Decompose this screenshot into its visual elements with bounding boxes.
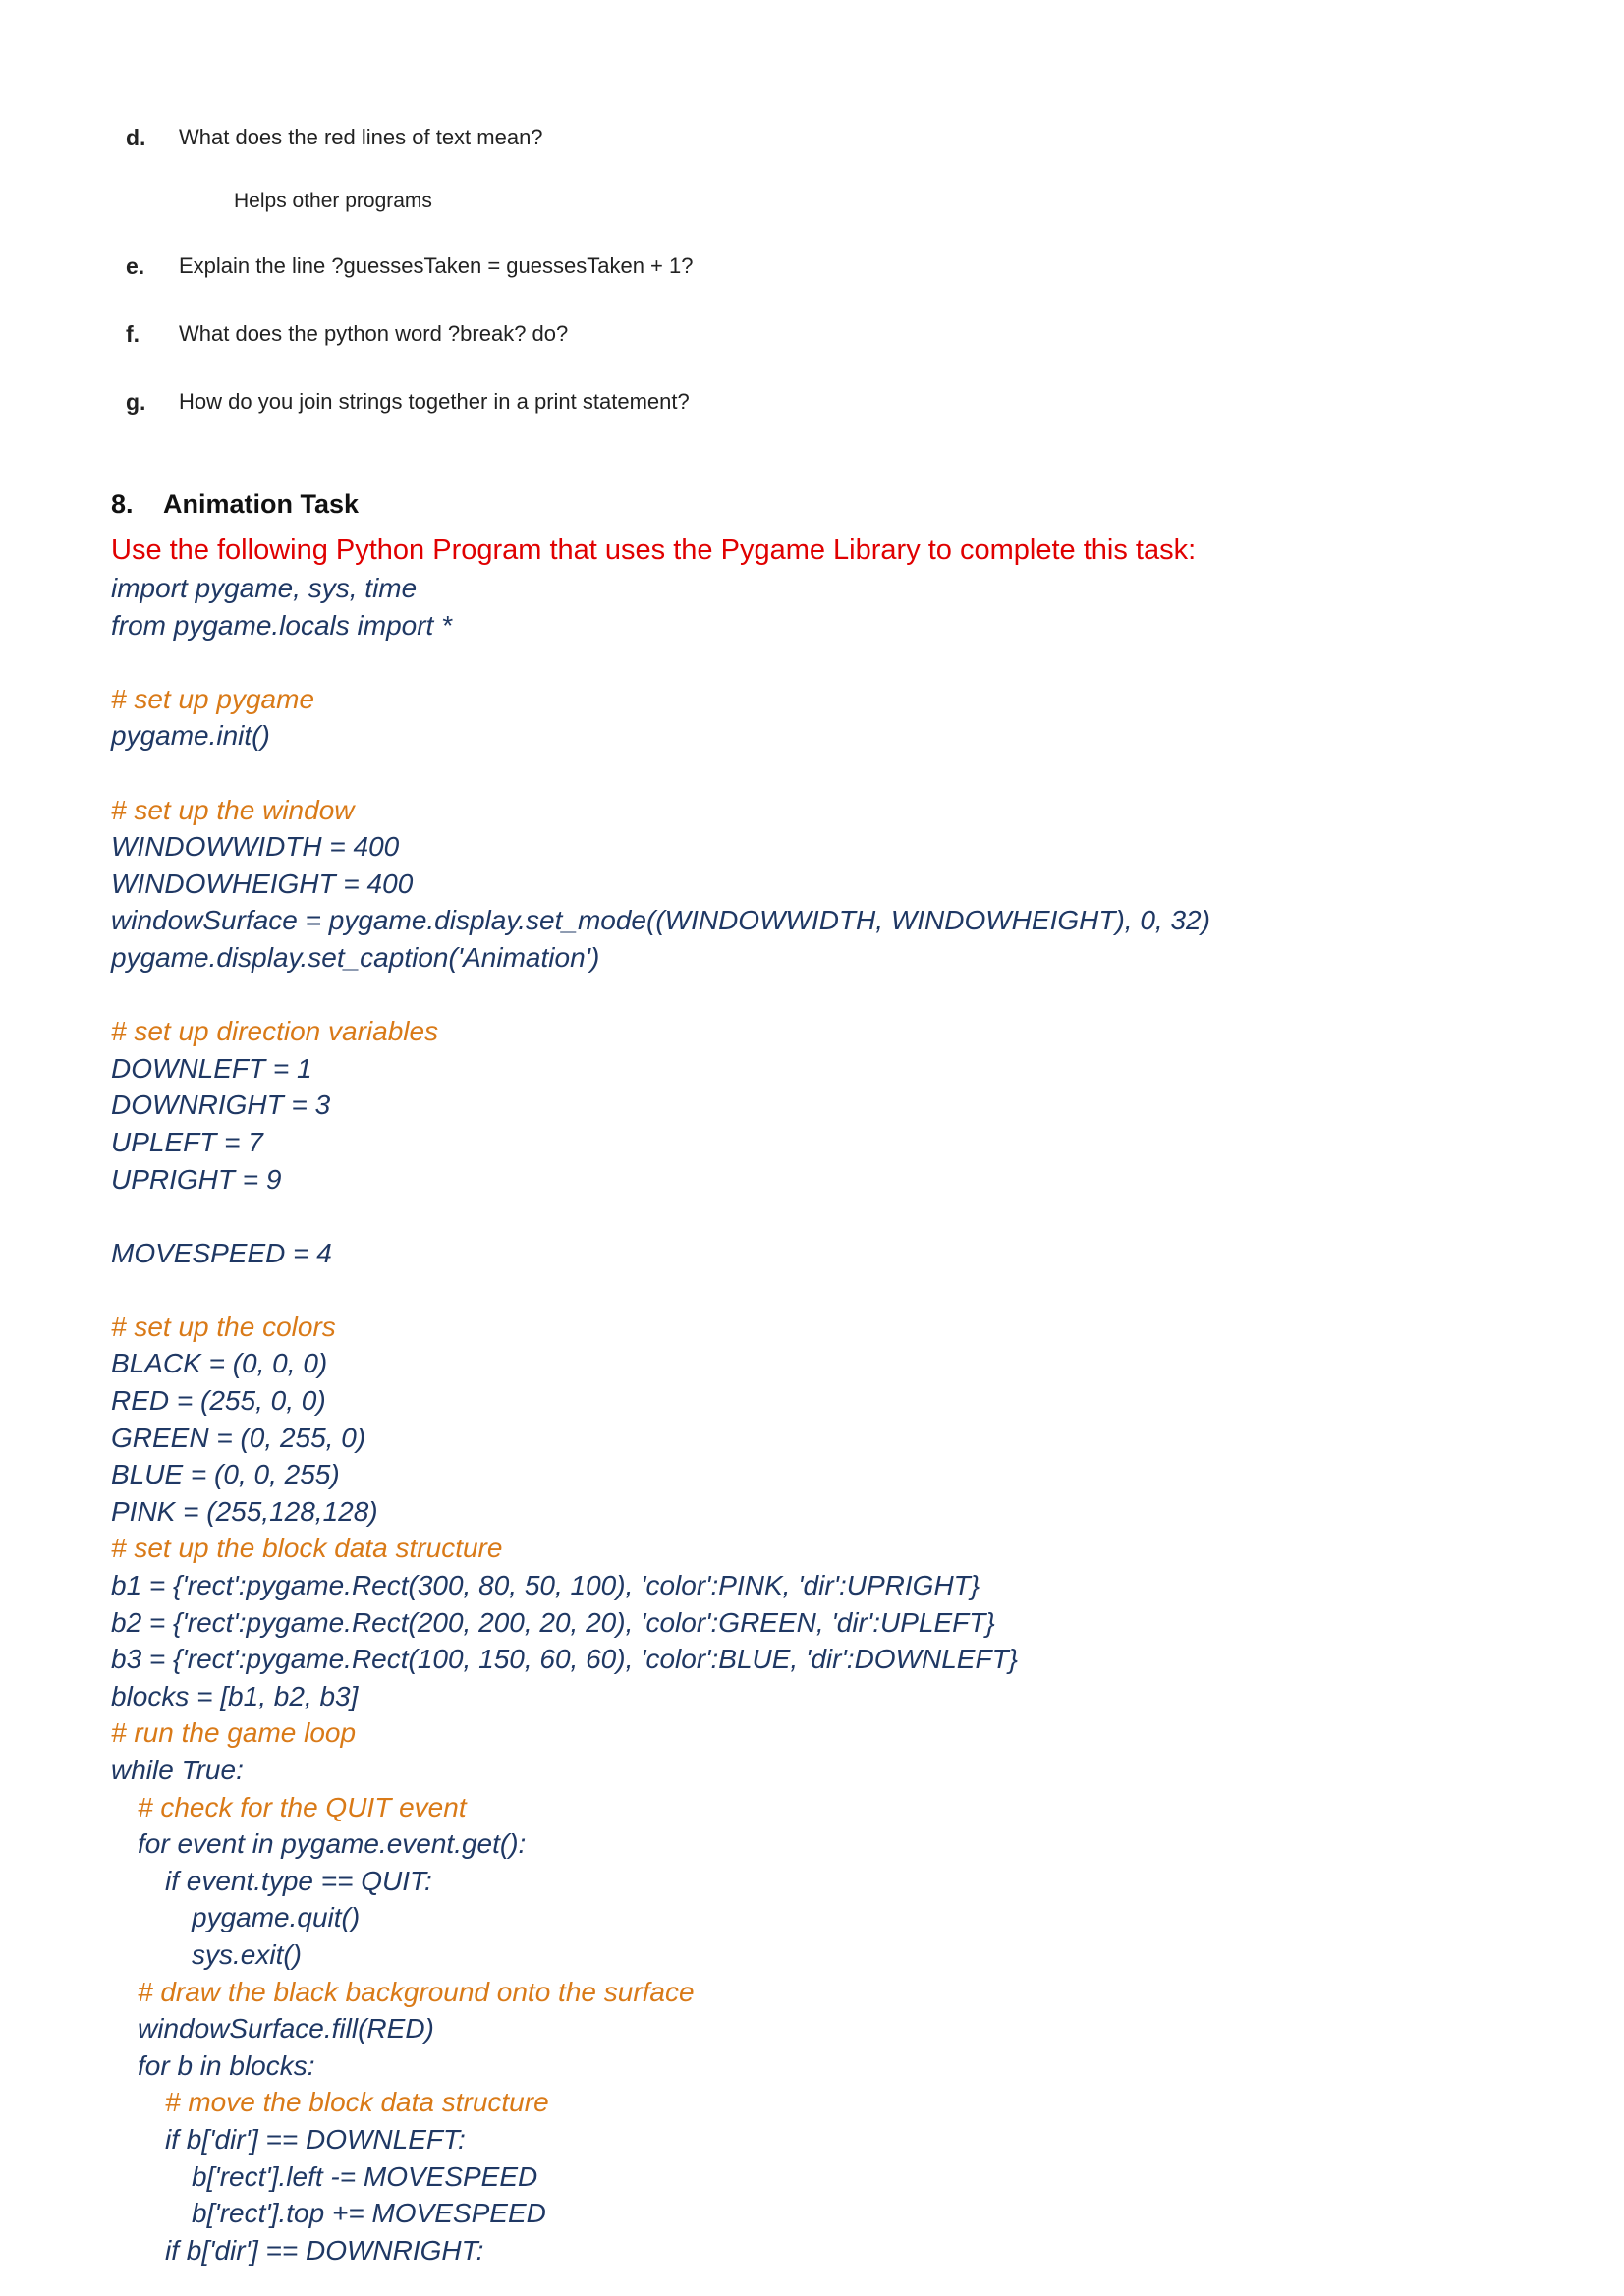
code-line: pygame.quit() — [192, 1902, 361, 1933]
code-comment: # draw the black background onto the surface — [138, 1976, 695, 2007]
code-line: MOVESPEED = 4 — [111, 1237, 332, 1268]
question-text: What does the red lines of text mean? — [179, 125, 543, 149]
code-line: BLACK = (0, 0, 0) — [111, 1348, 328, 1379]
code-line — [111, 1198, 1210, 1235]
code-line: if event.type == QUIT: — [165, 1865, 432, 1896]
code-line: windowSurface = pygame.display.set_mode((WINDOWWIDTH, WINDOWHEIGHT), 0, 32) — [111, 905, 1210, 936]
question-text: Explain the line ?guessesTaken = guessesTaken + 1? — [179, 253, 694, 278]
section-title: Animation Task — [163, 489, 360, 519]
code-listing — [111, 570, 1210, 2268]
code-comment: # set up the colors — [111, 1311, 336, 1342]
code-line: while True: — [111, 1755, 244, 1785]
code-comment: # move the block data structure — [165, 2087, 549, 2118]
code-line: WINDOWWIDTH = 400 — [111, 831, 400, 863]
code-line: GREEN = (0, 255, 0) — [111, 1422, 366, 1453]
code-line: if b['dir'] == DOWNRIGHT: — [165, 2234, 484, 2266]
code-comment: # check for the QUIT event — [138, 1791, 467, 1822]
code-line: WINDOWHEIGHT = 400 — [111, 868, 414, 899]
code-line: windowSurface.fill(RED) — [138, 2013, 434, 2044]
answer-d: Helps other programs — [234, 190, 432, 212]
question-text: What does the python word ?break? do? — [179, 321, 569, 346]
section-heading — [111, 489, 359, 520]
code-line — [111, 1271, 1210, 1309]
code-line: RED = (255, 0, 0) — [111, 1385, 326, 1417]
code-comment: # set up the block data structure — [111, 1533, 503, 1564]
code-line: pygame.init() — [111, 720, 270, 752]
code-line: b['rect'].left -= MOVESPEED — [192, 2160, 538, 2192]
code-line: UPLEFT = 7 — [111, 1126, 263, 1157]
code-comment: # set up direction variables — [111, 1016, 439, 1047]
code-line: if b['dir'] == DOWNLEFT: — [165, 2123, 466, 2155]
question-letter: e. — [126, 253, 145, 279]
question-letter: g. — [126, 389, 146, 415]
code-line: for b in blocks: — [138, 2049, 315, 2081]
code-line: UPRIGHT = 9 — [111, 1163, 282, 1195]
code-comment: # run the game loop — [111, 1717, 357, 1749]
code-line: b2 = {'rect':pygame.Rect(200, 200, 20, 20), 'color':GREEN, 'dir':UPLEFT} — [111, 1606, 995, 1638]
code-line: DOWNLEFT = 1 — [111, 1052, 312, 1084]
code-line: blocks = [b1, b2, b3] — [111, 1680, 359, 1711]
code-line: pygame.display.set_caption('Animation') — [111, 941, 600, 973]
code-line: import pygame, sys, time — [111, 573, 418, 603]
code-line: BLUE = (0, 0, 255) — [111, 1459, 340, 1490]
question-text: How do you join strings together in a print statement? — [179, 389, 690, 414]
section-number: 8. — [111, 489, 134, 519]
question-letter: d. — [126, 125, 146, 150]
code-line: b['rect'].top += MOVESPEED — [192, 2198, 546, 2229]
code-line: PINK = (255,128,128) — [111, 1495, 378, 1527]
code-line — [111, 977, 1210, 1014]
task-instruction: Use the following Python Program that uses the Pygame Library to complete this task: — [111, 534, 1197, 566]
code-line: sys.exit() — [192, 1938, 302, 1970]
code-line: DOWNRIGHT = 3 — [111, 1090, 331, 1121]
question-letter: f. — [126, 321, 140, 347]
code-line — [111, 755, 1210, 792]
code-line: b1 = {'rect':pygame.Rect(300, 80, 50, 100), 'color':PINK, 'dir':UPRIGHT} — [111, 1570, 980, 1601]
code-line: for event in pygame.event.get(): — [138, 1828, 527, 1860]
code-comment: # set up the window — [111, 794, 355, 825]
code-line: b3 = {'rect':pygame.Rect(100, 150, 60, 60), 'color':BLUE, 'dir':DOWNLEFT} — [111, 1644, 1019, 1675]
code-line: from pygame.locals import * — [111, 609, 453, 641]
code-comment: # set up pygame — [111, 683, 315, 714]
code-line — [111, 644, 1210, 681]
